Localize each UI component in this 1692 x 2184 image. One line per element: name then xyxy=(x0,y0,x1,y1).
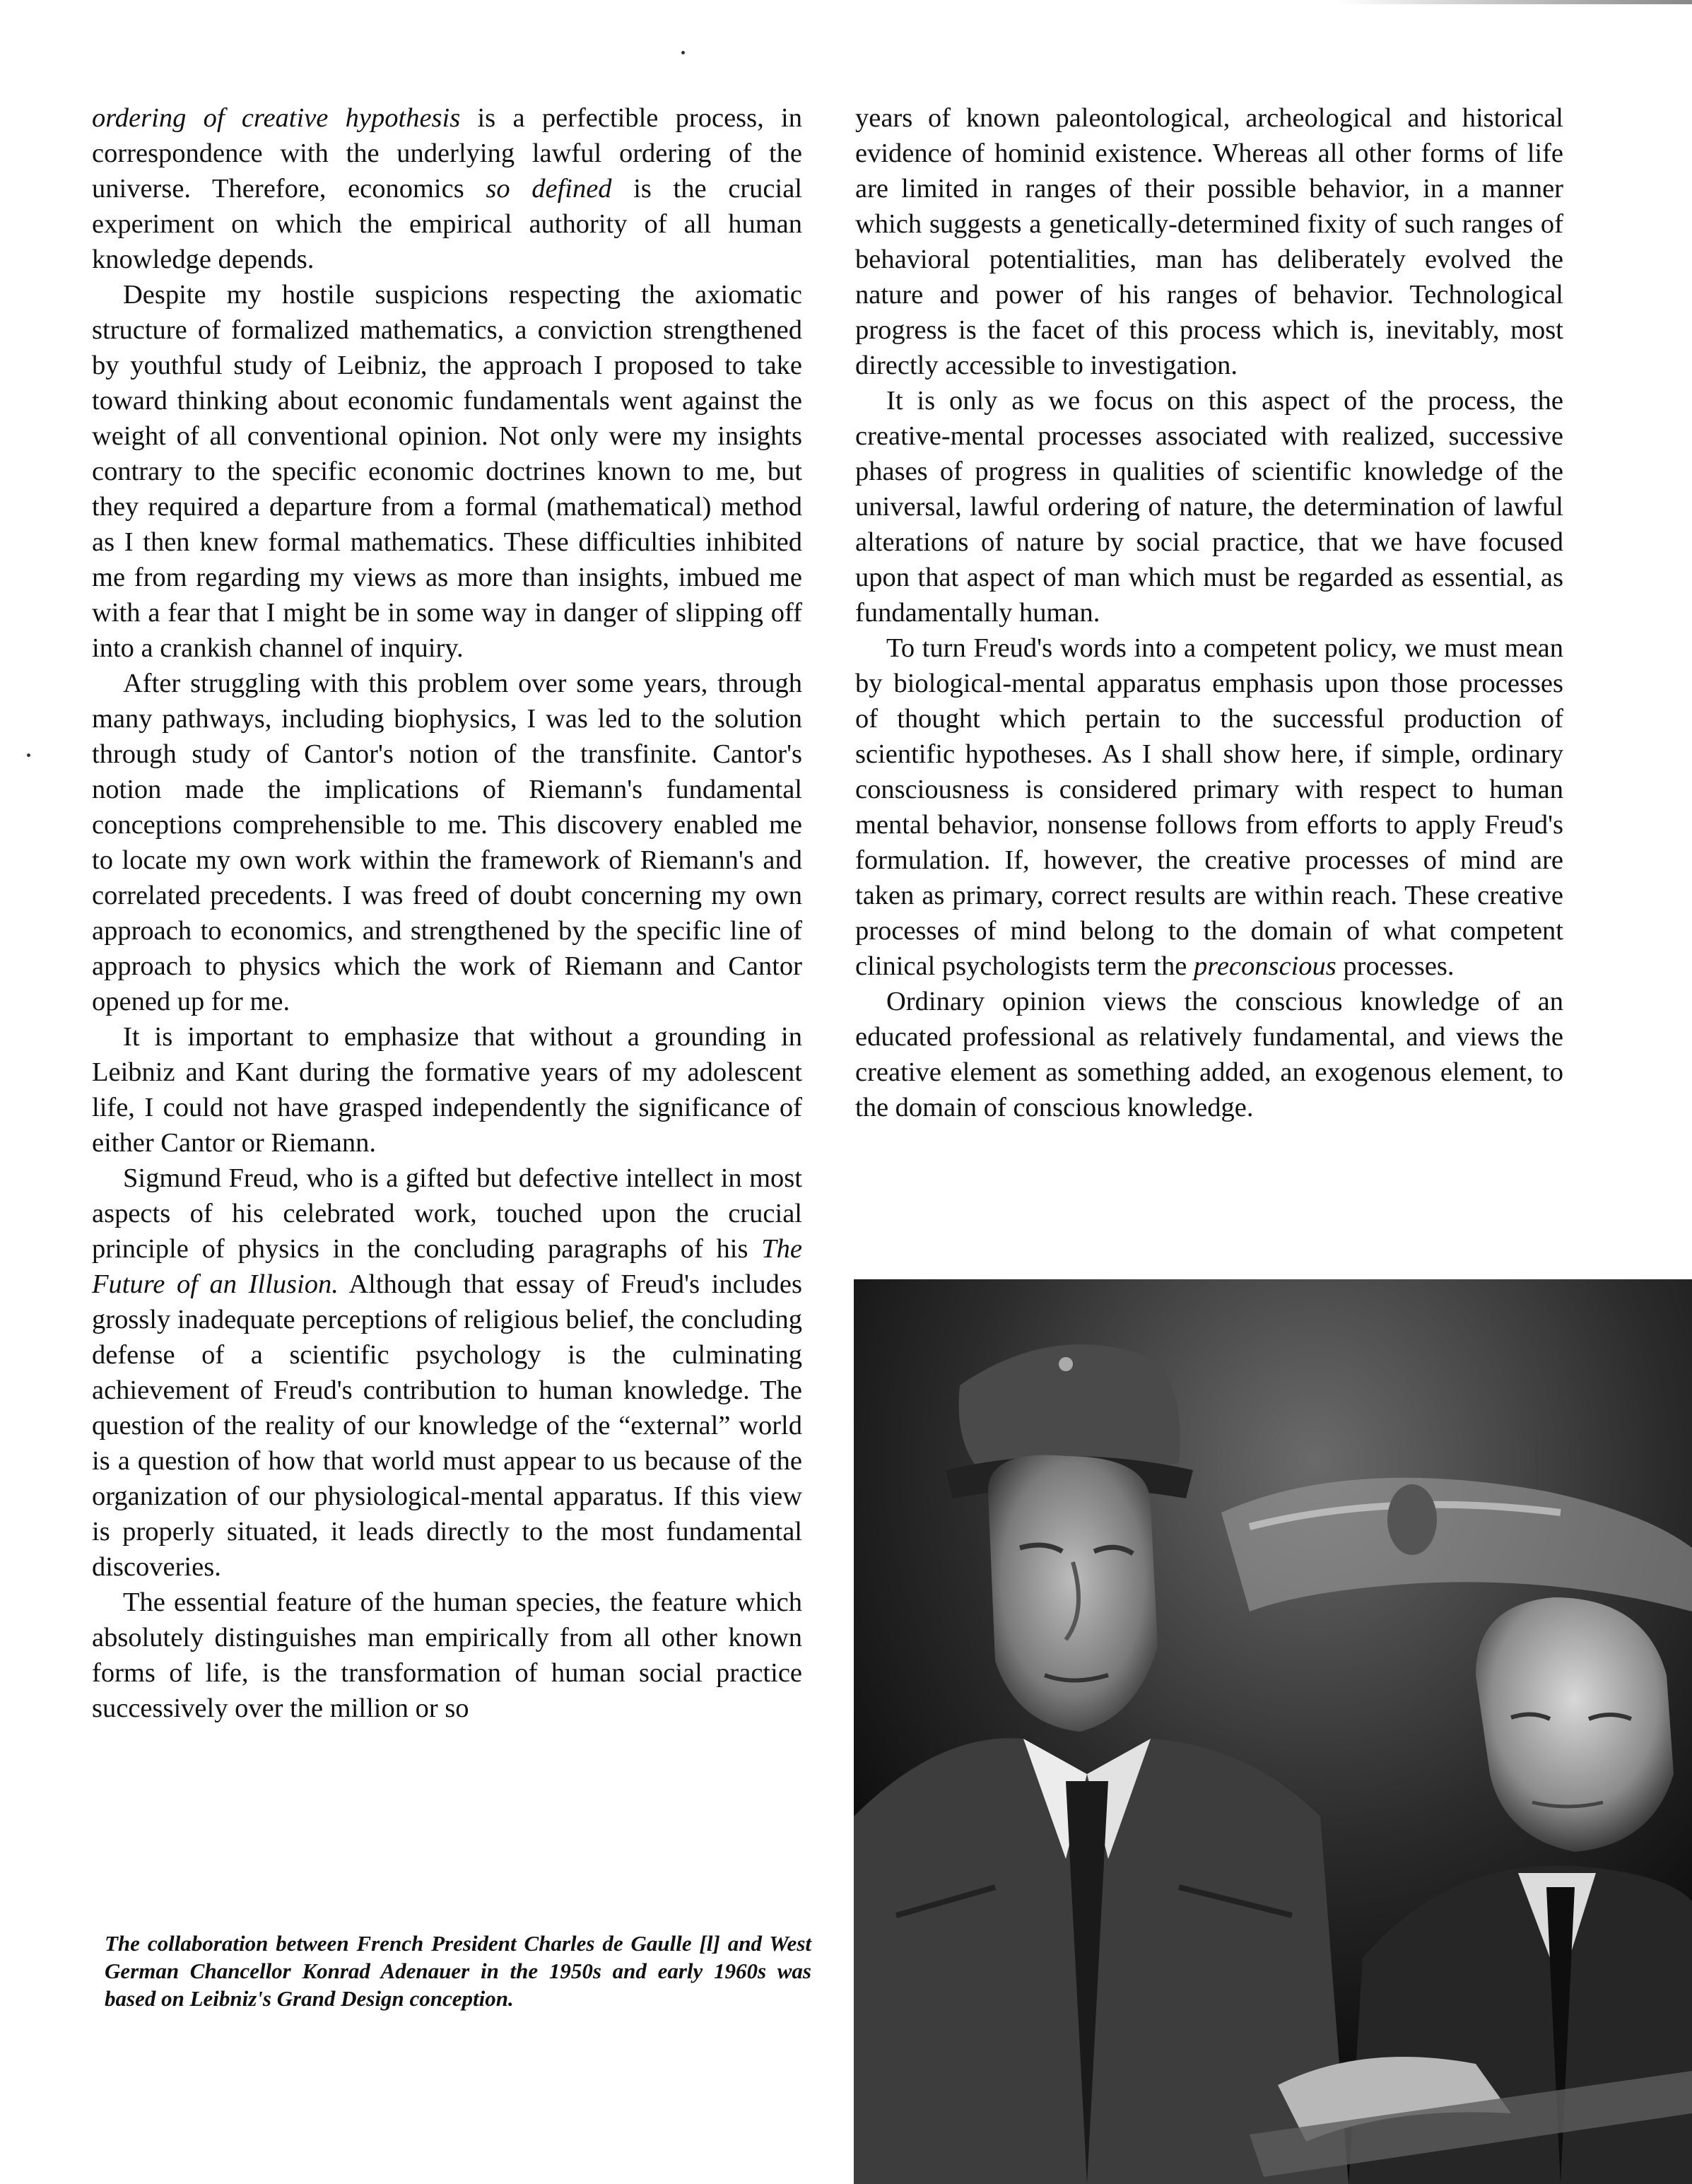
paragraph-text: Sigmund Freud, who is a gifted but defective intellect in most aspects of his celebrated work, touched upon the crucial principle of physics in the concluding paragraphs of his xyxy=(92,1163,802,1264)
paragraph: It is only as we focus on this aspect of the process, the creative-mental processes associated with realized, successive phases of progress in qualities of scientific knowledge of the universal, lawful ordering of nature, the determination of lawful alterations of nature by social practice, that we have focused upon that aspect of man which must be regarded as essential, as fundamentally human. xyxy=(855,386,1563,628)
italic-phrase: so defined xyxy=(486,174,612,204)
italic-phrase: ordering of creative hypothesis xyxy=(92,103,461,133)
left-text-column xyxy=(92,100,802,1726)
photo-de-gaulle-adenauer xyxy=(854,1279,1692,2184)
paragraph-text: is the crucial experiment on which the empirical authority of all human knowledge depends. xyxy=(92,174,802,274)
paragraph-text: To turn Freud's words into a competent policy, we must mean by biological-mental apparatus emphasis upon those processes of thought which pertain to the successful production of scientific hypotheses. As I shall show here, if simple, ordinary consciousness is considered primary with respect to human mental behavior, nonsense follows from efforts to apply Freud's formulation. If, however, the creative processes of mind are taken as primary, correct results are within reach. These creative processes of mind belong to the domain of what competent clinical psychologists term the xyxy=(855,633,1563,981)
paragraph-text: processes. xyxy=(1336,951,1455,981)
paragraph: Despite my hostile suspicions respecting the axiomatic structure of formalized mathematics, a conviction strengthened by youthful study of Leibniz, the approach I proposed to take toward thinking about economic fundamentals went against the weight of all conventional opinion. Not only were my insights contrary to the specific economic doctrines known to me, but they required a departure from a formal (mathematical) method as I then knew formal mathematics. These difficulties inhibited me from regarding my views as more than insights, imbued me with a fear that I might be in some way in danger of slipping off into a crankish channel of inquiry. xyxy=(92,280,802,663)
paragraph xyxy=(92,1161,802,1585)
paragraph xyxy=(92,100,802,277)
book-title: The Future of an Illusion. xyxy=(92,1234,802,1299)
paragraph xyxy=(855,630,1563,984)
scan-speck xyxy=(27,753,30,757)
paragraph: It is important to emphasize that without a grounding in Leibniz and Kant during the formative years of my adolescent life, I could not have grasped independently the significance of either Cantor or Riemann. xyxy=(92,1022,802,1158)
paragraph: The essential feature of the human species, the feature which absolutely distinguishes man empirically from all other known forms of life, is the transformation of human social practice successively over the million or so xyxy=(92,1587,802,1723)
paragraph: Ordinary opinion views the conscious knowledge of an educated professional as relatively fundamental, and views the creative element as something added, an exogenous element, to the domain of conscious knowledge. xyxy=(855,987,1563,1122)
photo-illustration xyxy=(854,1279,1692,2184)
scan-speck xyxy=(681,51,685,54)
italic-term: preconscious xyxy=(1194,951,1336,981)
right-text-column xyxy=(855,100,1563,1125)
paragraph-text: is a perfectible process, in correspondence with the underlying lawful ordering of the universe. Therefore, economics xyxy=(92,103,802,204)
scan-edge-mark xyxy=(1339,0,1692,4)
paragraph-text: Although that essay of Freud's includes grossly inadequate perceptions of religious belief, the concluding defense of a scientific psychology is the culminating achievement of Freud's contribution to human knowledge. The question of the reality of our knowledge of the “external” world is a question of how that world must appear to us because of the organization of our physiological-mental apparatus. If this view is properly situated, it leads directly to the most fundamental discoveries. xyxy=(92,1269,802,1582)
paragraph: After struggling with this problem over some years, through many pathways, including biophysics, I was led to the solution through study of Cantor's notion of the transfinite. Cantor's notion made the implications of Riemann's fundamental conceptions comprehensible to me. This discovery enabled me to locate my own work within the framework of Riemann's and correlated precedents. I was freed of doubt concerning my own approach to economics, and strengthened by the specific line of approach to physics which the work of Riemann and Cantor opened up for me. xyxy=(92,669,802,1016)
photo-caption: The collaboration between French President Charles de Gaulle [l] and West German Chancellor Konrad Adenauer in the 1950s and early 1960s was based on Leibniz's Grand Design conception. xyxy=(105,1931,811,2011)
paragraph: years of known paleontological, archeological and historical evidence of hominid existence. Whereas all other forms of life are limited in ranges of their possible behavior, in a manner which suggests a genetically-determined fixity of such ranges of behavioral potentialities, man has deliberately evolved the nature and power of his ranges of behavior. Technological progress is the facet of this process which is, inevitably, most directly accessible to investigation. xyxy=(855,103,1563,380)
